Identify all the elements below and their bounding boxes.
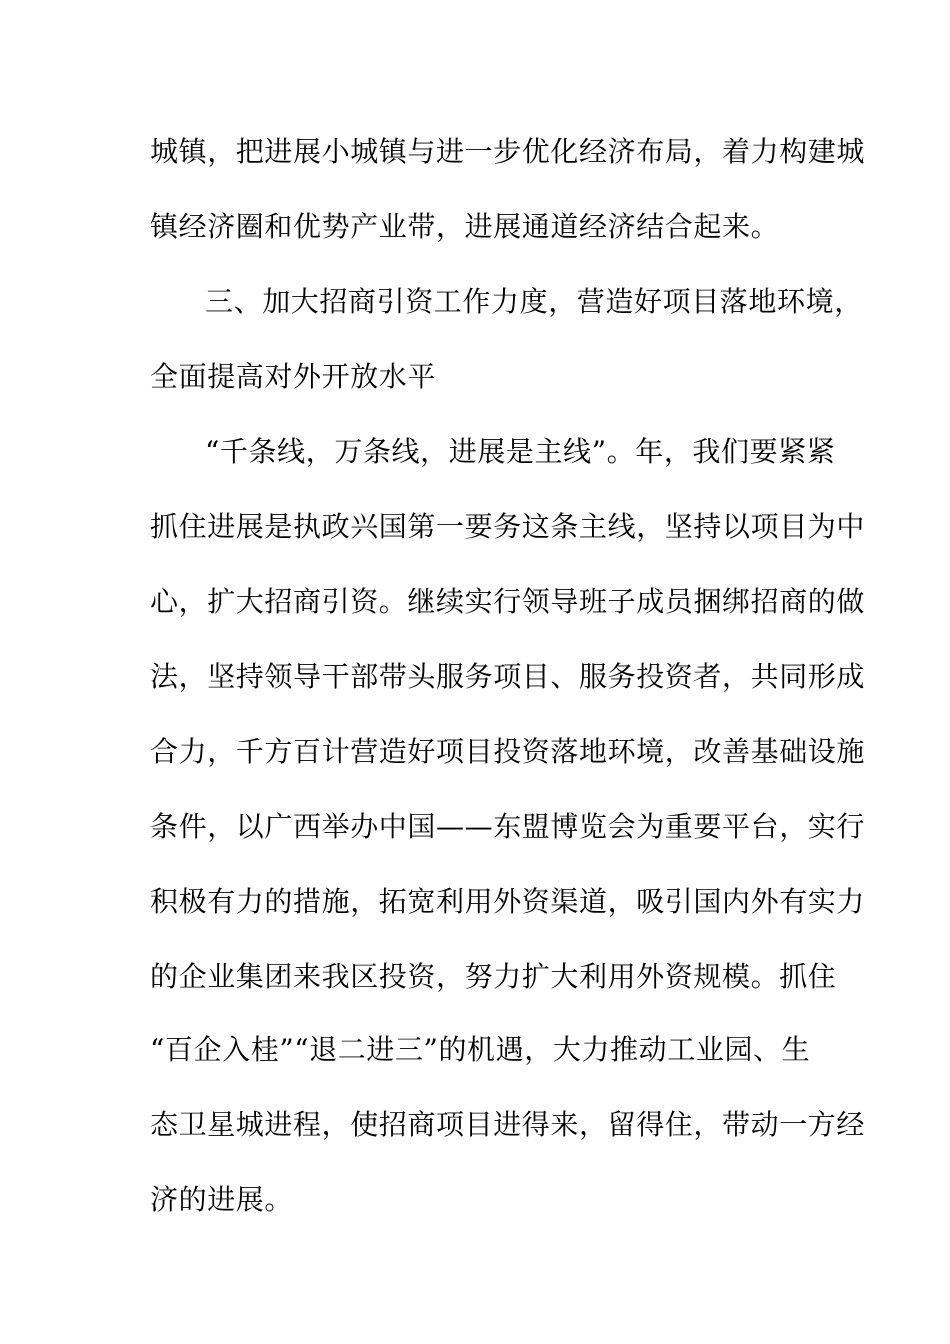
paragraph-line: 镇经济圈和优势产业带，进展通道经济结合起来。 bbox=[150, 210, 780, 243]
paragraph-line: 条件，以广西举办中国——东盟博览会为重要平台，实行 bbox=[150, 810, 866, 843]
section-heading-line: 全面提高对外开放水平 bbox=[150, 360, 437, 393]
paragraph-line: 法，坚持领导干部带头服务项目、服务投资者，共同形成 bbox=[150, 660, 866, 693]
paragraph-line: 的企业集团来我区投资，努力扩大利用外资规模。抓住 bbox=[150, 960, 837, 993]
paragraph-line: “百企入桂”“退二进三”的机遇，大力推动工业园、生 bbox=[150, 1033, 811, 1066]
paragraph-line: 抓住进展是执政兴国第一要务这条主线，坚持以项目为中 bbox=[150, 510, 866, 543]
section-heading-line: 三、加大招商引资工作力度，营造好项目落地环境， bbox=[205, 285, 863, 318]
paragraph-line: 心，扩大招商引资。继续实行领导班子成员捆绑招商的做 bbox=[150, 585, 866, 618]
paragraph-line: 济的进展。 bbox=[150, 1183, 294, 1216]
paragraph-line: 城镇，把进展小城镇与进一步优化经济布局，着力构建城 bbox=[150, 135, 866, 168]
paragraph-line: 合力，千方百计营造好项目投资落地环境，改善基础设施 bbox=[150, 735, 866, 768]
paragraph-line: 态卫星城进程，使招商项目进得来，留得住，带动一方经 bbox=[150, 1108, 866, 1141]
paragraph-line: 积极有力的措施，拓宽利用外资渠道，吸引国内外有实力 bbox=[150, 885, 866, 918]
paragraph-line: “千条线，万条线，进展是主线”。年，我们要紧紧 bbox=[205, 435, 836, 468]
